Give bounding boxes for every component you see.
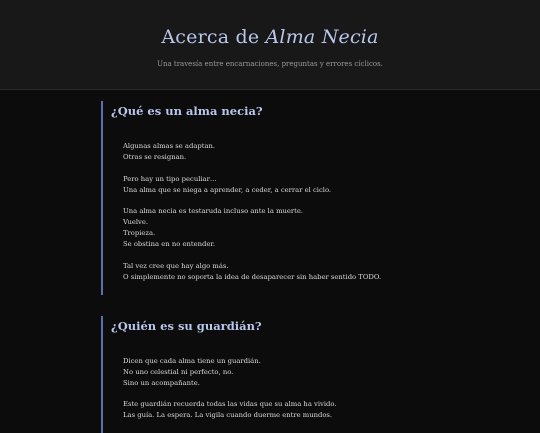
- site-title-emphasis: Alma Necia: [266, 26, 379, 48]
- section-heading: ¿Qué es un alma necia?: [111, 101, 441, 118]
- text-line: No uno celestial ni perfecto, no.: [123, 367, 441, 378]
- text-line: Vuelve.: [123, 217, 441, 228]
- section-body: [111, 333, 441, 433]
- text-line: O simplemente no soporta la idea de desaparecer sin haber sentido TODO.: [123, 272, 441, 283]
- text-line: Las guía. La espera. La vigila cuando duerme entre mundos.: [123, 410, 441, 421]
- section-guardian: [101, 316, 441, 433]
- text-line: Una alma necia es testaruda incluso ante la muerte.: [123, 206, 441, 217]
- text-line: Una alma que se niega a aprender, a ceder, a cerrar el ciclo.: [123, 185, 441, 196]
- text-line: Este guardián recuerda todas las vidas que su alma ha vivido.: [123, 399, 441, 410]
- paragraph: [123, 356, 441, 389]
- paragraph: [123, 399, 441, 421]
- paragraph: [123, 261, 441, 283]
- site-title: [0, 26, 540, 48]
- text-line: Algunas almas se adaptan.: [123, 141, 441, 152]
- text-line: Pero hay un tipo peculiar…: [123, 174, 441, 185]
- section-body: [111, 118, 441, 295]
- paragraph: [123, 206, 441, 250]
- paragraph: [123, 141, 441, 163]
- text-line: Sino un acompañante.: [123, 378, 441, 389]
- text-line: Dicen que cada alma tiene un guardián.: [123, 356, 441, 367]
- text-line: Tropieza.: [123, 228, 441, 239]
- section-what-is: [101, 101, 441, 295]
- text-line: Tal vez cree que hay algo más.: [123, 261, 441, 272]
- text-line: Se obstina en no entender.: [123, 239, 441, 250]
- site-header: [0, 0, 540, 90]
- site-title-prefix: Acerca de: [161, 26, 265, 48]
- site-subtitle: Una travesía entre encarnaciones, preguntas y errores cíclicos.: [0, 60, 540, 68]
- text-line: Otras se resignan.: [123, 152, 441, 163]
- main-content: [101, 101, 441, 433]
- paragraph: [123, 174, 441, 196]
- section-heading: ¿Quién es su guardián?: [111, 316, 441, 333]
